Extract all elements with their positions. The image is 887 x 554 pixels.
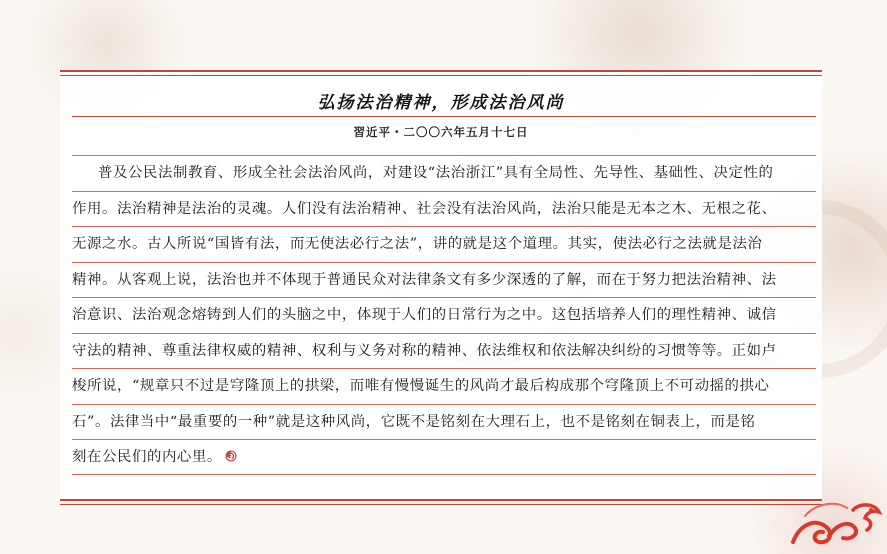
body-line (72, 226, 816, 262)
body-line (72, 191, 816, 227)
body-line (72, 404, 816, 440)
article-body (72, 155, 816, 475)
body-line (72, 368, 816, 404)
red-dragon-icon (785, 496, 883, 548)
body-line-text: 治意识、法治观念熔铸到人们的头脑之中，体现于人们的日常行为之中。这包括培养人们的理性精神、诚信 (72, 307, 777, 323)
body-line-text: 作用。法治精神是法治的灵魂。人们没有法治精神、社会没有法治风尚，法治只能是无本之木、无根之花、 (72, 200, 777, 217)
body-line (72, 333, 816, 369)
top-double-rule (60, 70, 822, 76)
body-line-text: 普及公民法制教育、形成全社会法治风尚，对建设“法治浙江”具有全局性、先导性、基础性、决定性的 (98, 165, 774, 181)
body-line (72, 155, 816, 191)
body-line-text: 石”。法律当中“最重要的一种”就是这种风尚，它既不是铭刻在大理石上，也不是铭刻在铜表上，而是铭 (72, 413, 756, 430)
body-line-text: 刻在公民们的内心里。 (72, 449, 222, 465)
red-swirl-end-mark-icon (225, 450, 237, 462)
body-line (72, 297, 816, 333)
title-underline (72, 116, 816, 117)
body-line-text: 无源之水。古人所说“国皆有法，而无使法必行之法”，讲的就是这个道理。其实，使法必行之法就是法治 (72, 236, 763, 252)
body-line-text: 梭所说，“规章只不过是穹隆顶上的拱梁，而唯有慢慢诞生的风尚才最后构成那个穹隆顶上不可动摇的拱心 (72, 378, 770, 394)
body-line-text: 精神。从客观上说，法治也并不体现于普通民众对法律条文有多少深透的了解，而在于努力把法治精神、法 (72, 271, 777, 288)
body-line-text: 守法的精神、尊重法律权威的精神、权利与义务对称的精神、依法维权和依法解决纠纷的习惯等等。正如卢 (72, 342, 777, 359)
bottom-double-rule (60, 499, 822, 505)
article-byline: 習近平・二〇〇六年五月十七日 (353, 125, 529, 139)
body-line (72, 439, 816, 475)
article-title: 弘扬法治精神，形成法治风尚 (317, 93, 565, 113)
body-line (72, 262, 816, 298)
